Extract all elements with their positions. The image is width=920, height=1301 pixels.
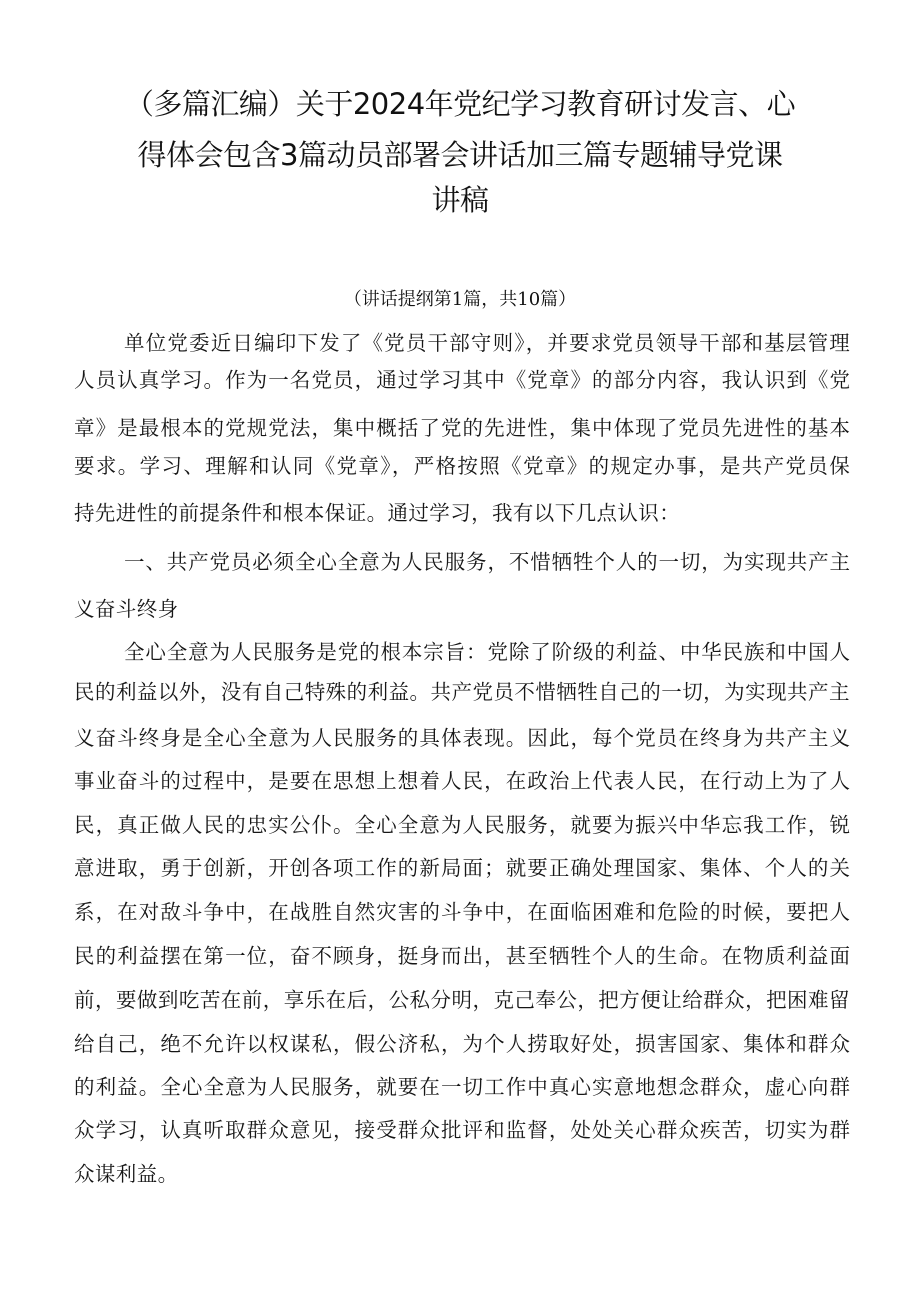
body-line: 持先进性的前提条件和根本保证。通过学习，我有以下几点认识：	[74, 501, 681, 525]
body-line: 给自己，绝不允许以权谋私，假公济私，为个人捞取好处，损害国家、集体和群众	[74, 1032, 852, 1056]
body-line: 众学习，认真听取群众意见，接受群众批评和监督，处处关心群众疾苦，切实为群	[74, 1118, 852, 1142]
title-line-3: 讲稿	[431, 183, 489, 217]
title-line-2: 得体会包含3篇动员部署会讲话加三篇专题辅导党课	[137, 138, 783, 172]
body-line: 章》是最根本的党规党法，集中概括了党的先进性，集中体现了党员先进性的基本	[74, 416, 852, 440]
body-line: 民的利益以外，没有自己特殊的利益。共产党员不惜牺牲自己的一切，为实现共产主	[74, 680, 850, 704]
body-line: 单位党委近日编印下发了《党员干部守则》，并要求党员领导干部和基层管理	[124, 331, 851, 355]
title-line-1: （多篇汇编）关于2024年党纪学习教育研讨发言、心	[124, 87, 796, 121]
body-line: 义奋斗终身是全心全意为人民服务的具体表现。因此，每个党员在终身为共产主义	[74, 726, 852, 750]
body-line: 民，真正做人民的忠实公仆。全心全意为人民服务，就要为振兴中华忘我工作，锐	[74, 813, 852, 837]
body-line: 意进取，勇于创新，开创各项工作的新局面；就要正确处理国家、集体、个人的关	[74, 856, 852, 880]
body-line: 系，在对敌斗争中，在战胜自然灾害的斗争中，在面临困难和危险的时候，要把人	[74, 900, 852, 924]
body-line: 前，要做到吃苦在前，享乐在后，公私分明，克己奉公，把方便让给群众，把困难留	[74, 988, 850, 1012]
body-line: 民的利益摆在第一位，奋不顾身，挺身而出，甚至牺牲个人的生命。在物质利益面	[74, 944, 852, 968]
body-line: 人员认真学习。作为一名党员，通过学习其中《党章》的部分内容，我认识到《党	[74, 368, 852, 392]
document-subtitle: （讲话提纲第1篇，共10篇）	[343, 289, 577, 310]
section-heading: 一、共产党员必须全心全意为人民服务，不惜牺牲个人的一切，为实现共产主	[124, 550, 851, 574]
body-line: 要求。学习、理解和认同《党章》，严格按照《党章》的规定办事，是共产党员保	[74, 454, 852, 478]
body-line: 众谋利益。	[74, 1162, 179, 1186]
body-line: 全心全意为人民服务是党的根本宗旨：党除了阶级的利益、中华民族和中国人	[124, 640, 851, 664]
body-line: 的利益。全心全意为人民服务，就要在一切工作中真心实意地想念群众，虚心向群	[74, 1075, 852, 1099]
body-line: 事业奋斗的过程中，是要在思想上想着人民，在政治上代表人民，在行动上为了人	[74, 769, 852, 793]
section-heading: 义奋斗终身	[74, 597, 179, 621]
